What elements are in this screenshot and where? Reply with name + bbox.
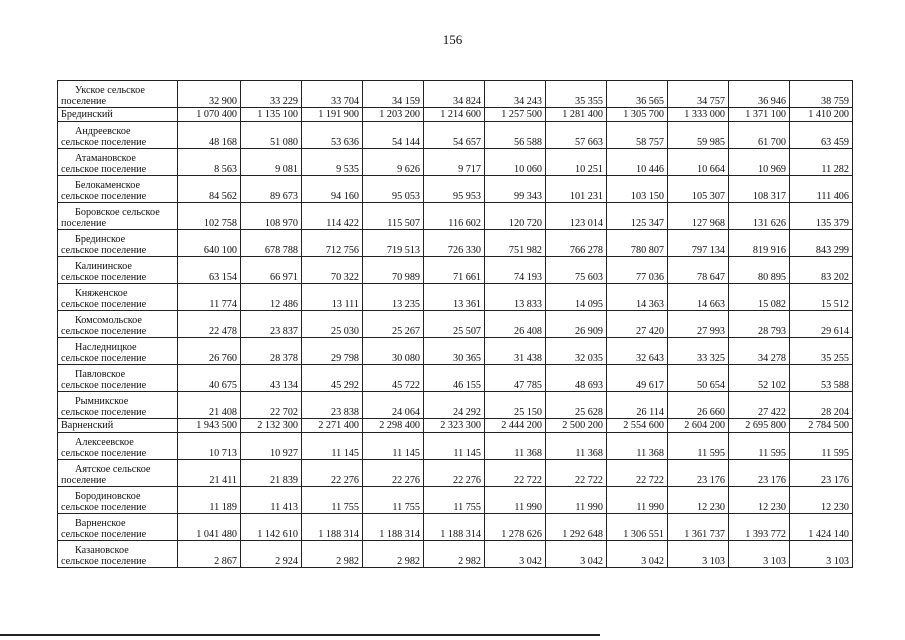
value-cell: 35 355 — [546, 81, 607, 108]
value-cell: 819 916 — [729, 230, 790, 257]
value-cell: 1 410 200 — [790, 108, 853, 122]
value-cell: 9 535 — [302, 149, 363, 176]
row-name-cell — [58, 230, 178, 257]
value-cell: 94 160 — [302, 176, 363, 203]
settlement-name-line-2: сельское поселение — [61, 448, 147, 459]
value-cell: 83 202 — [790, 257, 853, 284]
value-cell: 26 760 — [178, 338, 241, 365]
value-cell: 125 347 — [607, 203, 668, 230]
value-cell: 3 042 — [546, 541, 607, 568]
value-cell: 11 595 — [790, 433, 853, 460]
value-cell: 10 713 — [178, 433, 241, 460]
row-name-cell — [58, 338, 178, 365]
value-cell: 78 647 — [668, 257, 729, 284]
row-name-cell — [58, 284, 178, 311]
value-cell: 58 757 — [607, 122, 668, 149]
row-name-cell — [58, 365, 178, 392]
value-cell: 3 042 — [485, 541, 546, 568]
value-cell: 766 278 — [546, 230, 607, 257]
value-cell: 13 833 — [485, 284, 546, 311]
settlement-row — [58, 176, 853, 203]
value-cell: 59 985 — [668, 122, 729, 149]
value-cell: 10 446 — [607, 149, 668, 176]
value-cell: 108 317 — [729, 176, 790, 203]
value-cell: 1 281 400 — [546, 108, 607, 122]
value-cell: 99 343 — [485, 176, 546, 203]
value-cell: 26 909 — [546, 311, 607, 338]
value-cell: 22 478 — [178, 311, 241, 338]
value-cell: 80 895 — [729, 257, 790, 284]
value-cell: 54 657 — [424, 122, 485, 149]
value-cell: 2 500 200 — [546, 419, 607, 433]
value-cell: 48 168 — [178, 122, 241, 149]
value-cell: 51 080 — [241, 122, 302, 149]
value-cell: 1 305 700 — [607, 108, 668, 122]
value-cell: 712 756 — [302, 230, 363, 257]
value-cell: 2 982 — [424, 541, 485, 568]
value-cell: 131 626 — [729, 203, 790, 230]
settlement-name-line-2: сельское поселение — [61, 529, 147, 540]
value-cell: 3 103 — [790, 541, 853, 568]
value-cell: 101 231 — [546, 176, 607, 203]
value-cell: 84 562 — [178, 176, 241, 203]
settlement-name-line-1: Брединское — [75, 234, 126, 245]
value-cell: 1 278 626 — [485, 514, 546, 541]
value-cell: 21 408 — [178, 392, 241, 419]
settlement-name-line-1: Бородиновское — [75, 491, 141, 502]
district-row — [58, 419, 853, 433]
value-cell: 1 041 480 — [178, 514, 241, 541]
value-cell: 38 759 — [790, 81, 853, 108]
value-cell: 25 150 — [485, 392, 546, 419]
row-name-cell — [58, 514, 178, 541]
value-cell: 75 603 — [546, 257, 607, 284]
value-cell: 2 982 — [302, 541, 363, 568]
settlement-name-line-2: сельское поселение — [61, 137, 147, 148]
district-row — [58, 108, 853, 122]
value-cell: 135 379 — [790, 203, 853, 230]
value-cell: 3 103 — [668, 541, 729, 568]
value-cell: 22 276 — [363, 460, 424, 487]
settlement-name-line-2: сельское поселение — [61, 502, 147, 513]
value-cell: 45 292 — [302, 365, 363, 392]
settlement-row — [58, 149, 853, 176]
row-name-cell — [58, 541, 178, 568]
value-cell: 21 411 — [178, 460, 241, 487]
value-cell: 105 307 — [668, 176, 729, 203]
settlement-name-line-2: сельское поселение — [61, 191, 147, 202]
value-cell: 11 282 — [790, 149, 853, 176]
value-cell: 11 145 — [424, 433, 485, 460]
value-cell: 25 507 — [424, 311, 485, 338]
value-cell: 27 420 — [607, 311, 668, 338]
value-cell: 22 722 — [546, 460, 607, 487]
settlement-name-line-1: Аятское сельское — [75, 464, 151, 475]
value-cell: 111 406 — [790, 176, 853, 203]
value-cell: 45 722 — [363, 365, 424, 392]
value-cell: 66 971 — [241, 257, 302, 284]
value-cell: 1 188 314 — [302, 514, 363, 541]
value-cell: 11 189 — [178, 487, 241, 514]
value-cell: 11 413 — [241, 487, 302, 514]
settlement-name-line-1: Рымникское — [75, 396, 129, 407]
value-cell: 2 323 300 — [424, 419, 485, 433]
value-cell: 32 900 — [178, 81, 241, 108]
value-cell: 1 188 314 — [363, 514, 424, 541]
value-cell: 1 203 200 — [363, 108, 424, 122]
row-name-cell — [58, 311, 178, 338]
value-cell: 1 214 600 — [424, 108, 485, 122]
value-cell: 26 660 — [668, 392, 729, 419]
settlement-row — [58, 311, 853, 338]
settlement-row — [58, 365, 853, 392]
settlement-row — [58, 433, 853, 460]
value-cell: 54 144 — [363, 122, 424, 149]
value-cell: 30 365 — [424, 338, 485, 365]
settlement-name-line-1: Боровское сельское — [75, 207, 160, 218]
value-cell: 52 102 — [729, 365, 790, 392]
value-cell: 23 837 — [241, 311, 302, 338]
value-cell: 1 292 648 — [546, 514, 607, 541]
value-cell: 120 720 — [485, 203, 546, 230]
table-body — [58, 81, 853, 568]
settlement-name-line-2: поселение — [61, 218, 106, 229]
settlement-row — [58, 122, 853, 149]
value-cell: 53 588 — [790, 365, 853, 392]
value-cell: 24 064 — [363, 392, 424, 419]
value-cell: 22 702 — [241, 392, 302, 419]
value-cell: 28 378 — [241, 338, 302, 365]
value-cell: 71 661 — [424, 257, 485, 284]
value-cell: 11 774 — [178, 284, 241, 311]
value-cell: 11 368 — [607, 433, 668, 460]
settlement-row — [58, 541, 853, 568]
value-cell: 23 176 — [790, 460, 853, 487]
row-name-cell — [58, 487, 178, 514]
value-cell: 28 793 — [729, 311, 790, 338]
value-cell: 640 100 — [178, 230, 241, 257]
settlement-name-line-2: сельское поселение — [61, 245, 147, 256]
value-cell: 14 363 — [607, 284, 668, 311]
value-cell: 843 299 — [790, 230, 853, 257]
value-cell: 1 070 400 — [178, 108, 241, 122]
value-cell: 32 643 — [607, 338, 668, 365]
value-cell: 74 193 — [485, 257, 546, 284]
settlement-name-line-1: Варненское — [75, 518, 126, 529]
value-cell: 116 602 — [424, 203, 485, 230]
row-name-cell — [58, 122, 178, 149]
value-cell: 48 693 — [546, 365, 607, 392]
value-cell: 1 943 500 — [178, 419, 241, 433]
settlement-row — [58, 487, 853, 514]
value-cell: 2 604 200 — [668, 419, 729, 433]
value-cell: 11 595 — [729, 433, 790, 460]
value-cell: 11 755 — [302, 487, 363, 514]
value-cell: 95 053 — [363, 176, 424, 203]
value-cell: 8 563 — [178, 149, 241, 176]
value-cell: 678 788 — [241, 230, 302, 257]
settlement-row — [58, 81, 853, 108]
row-name-cell — [58, 433, 178, 460]
value-cell: 11 145 — [302, 433, 363, 460]
value-cell: 43 134 — [241, 365, 302, 392]
value-cell: 57 663 — [546, 122, 607, 149]
settlement-name-line-1: Белокаменское — [75, 180, 140, 191]
value-cell: 11 990 — [546, 487, 607, 514]
value-cell: 2 298 400 — [363, 419, 424, 433]
district-name: Варненский — [61, 420, 114, 431]
district-name: Брединский — [61, 109, 113, 120]
value-cell: 34 278 — [729, 338, 790, 365]
settlement-name-line-2: сельское поселение — [61, 407, 147, 418]
value-cell: 34 159 — [363, 81, 424, 108]
page-number: 156 — [442, 32, 463, 47]
value-cell: 13 361 — [424, 284, 485, 311]
value-cell: 25 030 — [302, 311, 363, 338]
value-cell: 23 176 — [729, 460, 790, 487]
value-cell: 2 784 500 — [790, 419, 853, 433]
row-name-cell — [58, 257, 178, 284]
value-cell: 10 969 — [729, 149, 790, 176]
value-cell: 34 757 — [668, 81, 729, 108]
value-cell: 1 393 772 — [729, 514, 790, 541]
value-cell: 3 103 — [729, 541, 790, 568]
settlement-name-line-1: Казановское — [75, 545, 129, 556]
settlement-name-line-2: сельское поселение — [61, 380, 147, 391]
value-cell: 23 838 — [302, 392, 363, 419]
value-cell: 2 271 400 — [302, 419, 363, 433]
value-cell: 29 798 — [302, 338, 363, 365]
settlement-row — [58, 392, 853, 419]
settlement-name-line-1: Андреевское — [75, 126, 131, 137]
value-cell: 61 700 — [729, 122, 790, 149]
value-cell: 24 292 — [424, 392, 485, 419]
value-cell: 31 438 — [485, 338, 546, 365]
value-cell: 22 276 — [302, 460, 363, 487]
value-cell: 1 424 140 — [790, 514, 853, 541]
value-cell: 14 095 — [546, 284, 607, 311]
value-cell: 70 322 — [302, 257, 363, 284]
value-cell: 33 325 — [668, 338, 729, 365]
value-cell: 797 134 — [668, 230, 729, 257]
value-cell: 89 673 — [241, 176, 302, 203]
value-cell: 12 230 — [790, 487, 853, 514]
value-cell: 719 513 — [363, 230, 424, 257]
value-cell: 77 036 — [607, 257, 668, 284]
value-cell: 2 924 — [241, 541, 302, 568]
settlement-name-line-1: Княженское — [75, 288, 128, 299]
value-cell: 70 989 — [363, 257, 424, 284]
value-cell: 36 565 — [607, 81, 668, 108]
settlement-row — [58, 257, 853, 284]
value-cell: 50 654 — [668, 365, 729, 392]
value-cell: 34 243 — [485, 81, 546, 108]
value-cell: 36 946 — [729, 81, 790, 108]
value-cell: 46 155 — [424, 365, 485, 392]
value-cell: 29 614 — [790, 311, 853, 338]
value-cell: 9 081 — [241, 149, 302, 176]
value-cell: 25 267 — [363, 311, 424, 338]
row-name-cell — [58, 108, 178, 122]
settlement-name-line-1: Калининское — [75, 261, 132, 272]
settlement-name-line-1: Алексеевское — [75, 437, 134, 448]
value-cell: 25 628 — [546, 392, 607, 419]
value-cell: 34 824 — [424, 81, 485, 108]
value-cell: 2 444 200 — [485, 419, 546, 433]
row-name-cell — [58, 460, 178, 487]
value-cell: 27 422 — [729, 392, 790, 419]
value-cell: 10 060 — [485, 149, 546, 176]
row-name-cell — [58, 81, 178, 108]
settlement-name-line-1: Атамановское — [75, 153, 136, 164]
value-cell: 63 459 — [790, 122, 853, 149]
value-cell: 2 982 — [363, 541, 424, 568]
value-cell: 11 368 — [485, 433, 546, 460]
value-cell: 1 306 551 — [607, 514, 668, 541]
value-cell: 14 663 — [668, 284, 729, 311]
value-cell: 2 132 300 — [241, 419, 302, 433]
value-cell: 1 371 100 — [729, 108, 790, 122]
value-cell: 11 595 — [668, 433, 729, 460]
value-cell: 2 554 600 — [607, 419, 668, 433]
value-cell: 11 990 — [485, 487, 546, 514]
settlement-name-line-2: сельское поселение — [61, 326, 147, 337]
value-cell: 127 968 — [668, 203, 729, 230]
data-table — [57, 80, 853, 568]
value-cell: 63 154 — [178, 257, 241, 284]
value-cell: 1 135 100 — [241, 108, 302, 122]
value-cell: 726 330 — [424, 230, 485, 257]
value-cell: 11 755 — [363, 487, 424, 514]
value-cell: 11 755 — [424, 487, 485, 514]
value-cell: 40 675 — [178, 365, 241, 392]
value-cell: 1 333 000 — [668, 108, 729, 122]
bottom-rule — [0, 634, 600, 636]
value-cell: 95 953 — [424, 176, 485, 203]
value-cell: 102 758 — [178, 203, 241, 230]
value-cell: 26 408 — [485, 311, 546, 338]
settlement-row — [58, 514, 853, 541]
settlement-row — [58, 284, 853, 311]
value-cell: 21 839 — [241, 460, 302, 487]
value-cell: 108 970 — [241, 203, 302, 230]
settlement-name-line-2: поселение — [61, 475, 106, 486]
value-cell: 10 927 — [241, 433, 302, 460]
value-cell: 9 717 — [424, 149, 485, 176]
value-cell: 35 255 — [790, 338, 853, 365]
value-cell: 27 993 — [668, 311, 729, 338]
row-name-cell — [58, 176, 178, 203]
value-cell: 10 251 — [546, 149, 607, 176]
settlement-name-line-1: Павловское — [75, 369, 126, 380]
settlement-name-line-2: сельское поселение — [61, 164, 147, 175]
value-cell: 47 785 — [485, 365, 546, 392]
value-cell: 23 176 — [668, 460, 729, 487]
value-cell: 1 361 737 — [668, 514, 729, 541]
settlement-name-line-2: поселение — [61, 96, 106, 107]
value-cell: 1 188 314 — [424, 514, 485, 541]
value-cell: 49 617 — [607, 365, 668, 392]
value-cell: 11 990 — [607, 487, 668, 514]
value-cell: 13 111 — [302, 284, 363, 311]
value-cell: 2 867 — [178, 541, 241, 568]
value-cell: 15 082 — [729, 284, 790, 311]
value-cell: 32 035 — [546, 338, 607, 365]
value-cell: 1 142 610 — [241, 514, 302, 541]
settlement-row — [58, 230, 853, 257]
settlement-name-line-1: Наследницкое — [75, 342, 137, 353]
settlement-name-line-1: Комсомольское — [75, 315, 142, 326]
value-cell: 11 145 — [363, 433, 424, 460]
value-cell: 15 512 — [790, 284, 853, 311]
settlement-name-line-1: Укское сельское — [75, 85, 145, 96]
settlement-name-line-2: сельское поселение — [61, 556, 147, 567]
value-cell: 1 191 900 — [302, 108, 363, 122]
row-name-cell — [58, 149, 178, 176]
row-name-cell — [58, 392, 178, 419]
row-name-cell — [58, 419, 178, 433]
settlement-row — [58, 203, 853, 230]
value-cell: 33 229 — [241, 81, 302, 108]
value-cell: 1 257 500 — [485, 108, 546, 122]
settlement-row — [58, 338, 853, 365]
value-cell: 22 722 — [485, 460, 546, 487]
value-cell: 123 014 — [546, 203, 607, 230]
value-cell: 22 276 — [424, 460, 485, 487]
settlement-name-line-2: сельское поселение — [61, 299, 147, 310]
settlement-name-line-2: сельское поселение — [61, 272, 147, 283]
value-cell: 22 722 — [607, 460, 668, 487]
settlement-row — [58, 460, 853, 487]
value-cell: 13 235 — [363, 284, 424, 311]
value-cell: 10 664 — [668, 149, 729, 176]
value-cell: 56 588 — [485, 122, 546, 149]
value-cell: 114 422 — [302, 203, 363, 230]
value-cell: 780 807 — [607, 230, 668, 257]
value-cell: 33 704 — [302, 81, 363, 108]
value-cell: 9 626 — [363, 149, 424, 176]
value-cell: 53 636 — [302, 122, 363, 149]
row-name-cell — [58, 203, 178, 230]
value-cell: 11 368 — [546, 433, 607, 460]
value-cell: 28 204 — [790, 392, 853, 419]
value-cell: 12 230 — [729, 487, 790, 514]
value-cell: 26 114 — [607, 392, 668, 419]
settlement-name-line-2: сельское поселение — [61, 353, 147, 364]
value-cell: 12 230 — [668, 487, 729, 514]
value-cell: 103 150 — [607, 176, 668, 203]
value-cell: 751 982 — [485, 230, 546, 257]
value-cell: 2 695 800 — [729, 419, 790, 433]
value-cell: 115 507 — [363, 203, 424, 230]
value-cell: 30 080 — [363, 338, 424, 365]
value-cell: 12 486 — [241, 284, 302, 311]
value-cell: 3 042 — [607, 541, 668, 568]
